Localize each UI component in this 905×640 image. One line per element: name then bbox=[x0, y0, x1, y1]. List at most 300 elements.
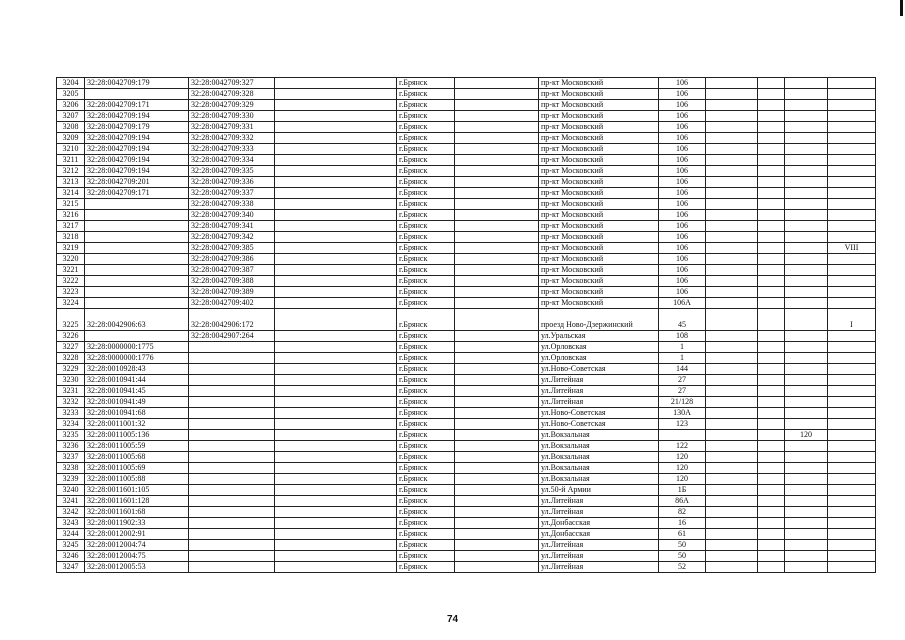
blank-cell-cell bbox=[455, 331, 539, 342]
premises-cadastral-number-cell: 32:28:0042709:333 bbox=[189, 144, 275, 155]
blank-cell-cell bbox=[758, 551, 785, 562]
house-number-cell: 106 bbox=[659, 243, 706, 254]
building-cadastral-number-cell: 32:28:0042709:194 bbox=[85, 133, 189, 144]
house-number-cell: 106 bbox=[659, 78, 706, 89]
row-number-cell: 3224 bbox=[57, 298, 85, 309]
blank-cell-cell bbox=[758, 408, 785, 419]
roman-numeral-cell bbox=[828, 463, 876, 474]
table-row bbox=[57, 419, 876, 430]
extra-number-cell bbox=[785, 419, 828, 430]
extra-number-cell bbox=[785, 144, 828, 155]
extra-number-cell bbox=[785, 518, 828, 529]
blank-cell-cell bbox=[455, 78, 539, 89]
blank-cell-cell bbox=[455, 122, 539, 133]
extra-number-cell bbox=[785, 243, 828, 254]
city-cell: г.Брянск bbox=[397, 89, 455, 100]
premises-cadastral-number-cell bbox=[189, 562, 275, 573]
table-row bbox=[57, 89, 876, 100]
blank-cell-cell bbox=[275, 397, 397, 408]
roman-numeral-cell bbox=[828, 507, 876, 518]
extra-number-cell bbox=[785, 89, 828, 100]
building-cadastral-number-cell bbox=[85, 276, 189, 287]
house-number-cell: 16 bbox=[659, 518, 706, 529]
blank-cell-cell bbox=[455, 155, 539, 166]
blank-cell-cell bbox=[455, 419, 539, 430]
premises-cadastral-number-cell: 32:28:0042906:172 bbox=[189, 309, 275, 331]
house-number-cell: 61 bbox=[659, 529, 706, 540]
extra-number-cell bbox=[785, 254, 828, 265]
premises-cadastral-number-cell: 32:28:0042709:334 bbox=[189, 155, 275, 166]
street-cell: ул.Литейная bbox=[539, 551, 659, 562]
extra-number-cell bbox=[785, 309, 828, 331]
row-number-cell: 3246 bbox=[57, 551, 85, 562]
street-cell: пр-кт Московский bbox=[539, 100, 659, 111]
table-row bbox=[57, 540, 876, 551]
street-cell: пр-кт Московский bbox=[539, 276, 659, 287]
blank-cell-cell bbox=[455, 232, 539, 243]
extra-number-cell bbox=[785, 562, 828, 573]
blank-cell-cell bbox=[758, 265, 785, 276]
blank-cell-cell bbox=[275, 199, 397, 210]
blank-cell-cell bbox=[455, 474, 539, 485]
blank-cell-cell bbox=[758, 111, 785, 122]
table-row bbox=[57, 188, 876, 199]
roman-numeral-cell bbox=[828, 397, 876, 408]
scan-edge-mark bbox=[900, 0, 903, 16]
city-cell: г.Брянск bbox=[397, 287, 455, 298]
blank-cell-cell bbox=[706, 287, 758, 298]
house-number-cell: 50 bbox=[659, 540, 706, 551]
building-cadastral-number-cell: 32:28:0010928:43 bbox=[85, 364, 189, 375]
house-number-cell: 106 bbox=[659, 177, 706, 188]
blank-cell-cell bbox=[455, 518, 539, 529]
roman-numeral-cell bbox=[828, 408, 876, 419]
premises-cadastral-number-cell: 32:28:0042709:388 bbox=[189, 276, 275, 287]
row-number-cell: 3210 bbox=[57, 144, 85, 155]
blank-cell-cell bbox=[455, 353, 539, 364]
blank-cell-cell bbox=[706, 89, 758, 100]
street-cell: пр-кт Московский bbox=[539, 243, 659, 254]
blank-cell-cell bbox=[758, 342, 785, 353]
blank-cell-cell bbox=[706, 518, 758, 529]
house-number-cell: 106А bbox=[659, 298, 706, 309]
city-cell: г.Брянск bbox=[397, 496, 455, 507]
house-number-cell: 106 bbox=[659, 188, 706, 199]
table-row bbox=[57, 364, 876, 375]
blank-cell-cell bbox=[275, 100, 397, 111]
building-cadastral-number-cell: 32:28:0012004:74 bbox=[85, 540, 189, 551]
building-cadastral-number-cell bbox=[85, 254, 189, 265]
city-cell: г.Брянск bbox=[397, 276, 455, 287]
house-number-cell: 106 bbox=[659, 89, 706, 100]
table-row bbox=[57, 441, 876, 452]
house-number-cell bbox=[659, 430, 706, 441]
street-cell: пр-кт Московский bbox=[539, 287, 659, 298]
premises-cadastral-number-cell bbox=[189, 540, 275, 551]
extra-number-cell bbox=[785, 496, 828, 507]
row-number-cell: 3211 bbox=[57, 155, 85, 166]
extra-number-cell bbox=[785, 485, 828, 496]
extra-number-cell bbox=[785, 210, 828, 221]
row-number-cell: 3230 bbox=[57, 375, 85, 386]
city-cell: г.Брянск bbox=[397, 397, 455, 408]
house-number-cell: 106 bbox=[659, 199, 706, 210]
street-cell: ул.Литейная bbox=[539, 507, 659, 518]
blank-cell-cell bbox=[758, 122, 785, 133]
blank-cell-cell bbox=[455, 188, 539, 199]
blank-cell-cell bbox=[275, 540, 397, 551]
row-number-cell: 3236 bbox=[57, 441, 85, 452]
blank-cell-cell bbox=[706, 507, 758, 518]
street-cell: пр-кт Московский bbox=[539, 221, 659, 232]
street-cell: ул.Ново-Советская bbox=[539, 419, 659, 430]
premises-cadastral-number-cell: 32:28:0042709:327 bbox=[189, 78, 275, 89]
street-cell: пр-кт Московский bbox=[539, 210, 659, 221]
blank-cell-cell bbox=[275, 155, 397, 166]
extra-number-cell bbox=[785, 474, 828, 485]
premises-cadastral-number-cell: 32:28:0042709:342 bbox=[189, 232, 275, 243]
blank-cell-cell bbox=[455, 287, 539, 298]
house-number-cell: 106 bbox=[659, 111, 706, 122]
blank-cell-cell bbox=[758, 496, 785, 507]
table-row bbox=[57, 199, 876, 210]
blank-cell-cell bbox=[706, 122, 758, 133]
blank-cell-cell bbox=[706, 111, 758, 122]
table-row bbox=[57, 100, 876, 111]
blank-cell-cell bbox=[706, 397, 758, 408]
city-cell: г.Брянск bbox=[397, 100, 455, 111]
premises-cadastral-number-cell bbox=[189, 397, 275, 408]
blank-cell-cell bbox=[455, 364, 539, 375]
blank-cell-cell bbox=[758, 287, 785, 298]
blank-cell-cell bbox=[758, 100, 785, 111]
blank-cell-cell bbox=[455, 166, 539, 177]
blank-cell-cell bbox=[758, 144, 785, 155]
blank-cell-cell bbox=[455, 562, 539, 573]
premises-cadastral-number-cell bbox=[189, 441, 275, 452]
roman-numeral-cell bbox=[828, 155, 876, 166]
blank-cell-cell bbox=[455, 309, 539, 331]
extra-number-cell bbox=[785, 100, 828, 111]
building-cadastral-number-cell bbox=[85, 232, 189, 243]
blank-cell-cell bbox=[758, 254, 785, 265]
street-cell: пр-кт Московский bbox=[539, 155, 659, 166]
street-cell: ул.Ново-Советская bbox=[539, 364, 659, 375]
blank-cell-cell bbox=[275, 463, 397, 474]
blank-cell-cell bbox=[275, 166, 397, 177]
blank-cell-cell bbox=[706, 78, 758, 89]
city-cell: г.Брянск bbox=[397, 507, 455, 518]
extra-number-cell bbox=[785, 463, 828, 474]
city-cell: г.Брянск bbox=[397, 551, 455, 562]
roman-numeral-cell bbox=[828, 562, 876, 573]
premises-cadastral-number-cell: 32:28:0042709:336 bbox=[189, 177, 275, 188]
extra-number-cell bbox=[785, 199, 828, 210]
roman-numeral-cell bbox=[828, 221, 876, 232]
row-number-cell: 3204 bbox=[57, 78, 85, 89]
house-number-cell: 106 bbox=[659, 221, 706, 232]
city-cell: г.Брянск bbox=[397, 155, 455, 166]
house-number-cell: 106 bbox=[659, 210, 706, 221]
roman-numeral-cell bbox=[828, 551, 876, 562]
building-cadastral-number-cell bbox=[85, 221, 189, 232]
premises-cadastral-number-cell: 32:28:0042709:389 bbox=[189, 287, 275, 298]
blank-cell-cell bbox=[706, 298, 758, 309]
roman-numeral-cell: I bbox=[828, 309, 876, 331]
blank-cell-cell bbox=[455, 243, 539, 254]
blank-cell-cell bbox=[706, 144, 758, 155]
blank-cell-cell bbox=[455, 199, 539, 210]
row-number-cell: 3218 bbox=[57, 232, 85, 243]
city-cell: г.Брянск bbox=[397, 309, 455, 331]
blank-cell-cell bbox=[758, 562, 785, 573]
building-cadastral-number-cell: 32:28:0042709:194 bbox=[85, 155, 189, 166]
building-cadastral-number-cell: 32:28:0000000:1776 bbox=[85, 353, 189, 364]
city-cell: г.Брянск bbox=[397, 331, 455, 342]
blank-cell-cell bbox=[758, 441, 785, 452]
blank-cell-cell bbox=[706, 309, 758, 331]
blank-cell-cell bbox=[275, 342, 397, 353]
roman-numeral-cell bbox=[828, 441, 876, 452]
table-row bbox=[57, 133, 876, 144]
street-cell: пр-кт Московский bbox=[539, 177, 659, 188]
blank-cell-cell bbox=[758, 397, 785, 408]
building-cadastral-number-cell bbox=[85, 210, 189, 221]
extra-number-cell bbox=[785, 265, 828, 276]
street-cell: ул.Ново-Советская bbox=[539, 408, 659, 419]
row-number-cell: 3209 bbox=[57, 133, 85, 144]
city-cell: г.Брянск bbox=[397, 243, 455, 254]
table-row bbox=[57, 221, 876, 232]
building-cadastral-number-cell: 32:28:0042709:201 bbox=[85, 177, 189, 188]
house-number-cell: 123 bbox=[659, 419, 706, 430]
building-cadastral-number-cell: 32:28:0042709:194 bbox=[85, 111, 189, 122]
blank-cell-cell bbox=[758, 309, 785, 331]
blank-cell-cell bbox=[455, 89, 539, 100]
city-cell: г.Брянск bbox=[397, 375, 455, 386]
extra-number-cell bbox=[785, 177, 828, 188]
street-cell: ул.Литейная bbox=[539, 386, 659, 397]
row-number-cell: 3234 bbox=[57, 419, 85, 430]
blank-cell-cell bbox=[275, 276, 397, 287]
row-number-cell: 3217 bbox=[57, 221, 85, 232]
roman-numeral-cell bbox=[828, 276, 876, 287]
table-row bbox=[57, 254, 876, 265]
blank-cell-cell bbox=[455, 276, 539, 287]
blank-cell-cell bbox=[706, 551, 758, 562]
blank-cell-cell bbox=[758, 89, 785, 100]
house-number-cell: 106 bbox=[659, 100, 706, 111]
street-cell: ул.Литейная bbox=[539, 496, 659, 507]
row-number-cell: 3241 bbox=[57, 496, 85, 507]
table-row bbox=[57, 518, 876, 529]
city-cell: г.Брянск bbox=[397, 133, 455, 144]
city-cell: г.Брянск bbox=[397, 111, 455, 122]
blank-cell-cell bbox=[275, 551, 397, 562]
blank-cell-cell bbox=[455, 144, 539, 155]
table-row bbox=[57, 397, 876, 408]
blank-cell-cell bbox=[275, 364, 397, 375]
table-row bbox=[57, 496, 876, 507]
row-number-cell: 3207 bbox=[57, 111, 85, 122]
blank-cell-cell bbox=[275, 254, 397, 265]
building-cadastral-number-cell bbox=[85, 287, 189, 298]
building-cadastral-number-cell: 32:28:0011005:69 bbox=[85, 463, 189, 474]
blank-cell-cell bbox=[455, 177, 539, 188]
street-cell: ул.Орловская bbox=[539, 342, 659, 353]
extra-number-cell bbox=[785, 551, 828, 562]
row-number-cell: 3206 bbox=[57, 100, 85, 111]
house-number-cell: 1 bbox=[659, 342, 706, 353]
building-cadastral-number-cell bbox=[85, 243, 189, 254]
house-number-cell: 106 bbox=[659, 166, 706, 177]
extra-number-cell bbox=[785, 342, 828, 353]
city-cell: г.Брянск bbox=[397, 122, 455, 133]
blank-cell-cell bbox=[706, 254, 758, 265]
blank-cell-cell bbox=[455, 397, 539, 408]
street-cell: пр-кт Московский bbox=[539, 133, 659, 144]
street-cell: пр-кт Московский bbox=[539, 265, 659, 276]
street-cell: ул.Уральская bbox=[539, 331, 659, 342]
table-row bbox=[57, 562, 876, 573]
street-cell: ул.Литейная bbox=[539, 540, 659, 551]
table-row bbox=[57, 144, 876, 155]
blank-cell-cell bbox=[706, 463, 758, 474]
blank-cell-cell bbox=[455, 265, 539, 276]
street-cell: пр-кт Московский bbox=[539, 166, 659, 177]
premises-cadastral-number-cell bbox=[189, 474, 275, 485]
blank-cell-cell bbox=[275, 177, 397, 188]
blank-cell-cell bbox=[706, 386, 758, 397]
street-cell: ул.Вокзальная bbox=[539, 430, 659, 441]
blank-cell-cell bbox=[275, 452, 397, 463]
city-cell: г.Брянск bbox=[397, 210, 455, 221]
blank-cell-cell bbox=[455, 551, 539, 562]
blank-cell-cell bbox=[706, 408, 758, 419]
street-cell: пр-кт Московский bbox=[539, 111, 659, 122]
building-cadastral-number-cell bbox=[85, 298, 189, 309]
street-cell: пр-кт Московский bbox=[539, 188, 659, 199]
city-cell: г.Брянск bbox=[397, 562, 455, 573]
blank-cell-cell bbox=[275, 485, 397, 496]
property-registry-table bbox=[56, 77, 876, 573]
table-row bbox=[57, 551, 876, 562]
blank-cell-cell bbox=[758, 331, 785, 342]
extra-number-cell bbox=[785, 529, 828, 540]
city-cell: г.Брянск bbox=[397, 78, 455, 89]
premises-cadastral-number-cell bbox=[189, 518, 275, 529]
roman-numeral-cell bbox=[828, 496, 876, 507]
blank-cell-cell bbox=[275, 188, 397, 199]
house-number-cell: 120 bbox=[659, 474, 706, 485]
premises-cadastral-number-cell: 32:28:0042709:335 bbox=[189, 166, 275, 177]
blank-cell-cell bbox=[706, 540, 758, 551]
roman-numeral-cell bbox=[828, 210, 876, 221]
extra-number-cell bbox=[785, 166, 828, 177]
city-cell: г.Брянск bbox=[397, 441, 455, 452]
blank-cell-cell bbox=[758, 276, 785, 287]
house-number-cell: 106 bbox=[659, 155, 706, 166]
blank-cell-cell bbox=[275, 133, 397, 144]
blank-cell-cell bbox=[758, 188, 785, 199]
row-number-cell: 3229 bbox=[57, 364, 85, 375]
blank-cell-cell bbox=[758, 375, 785, 386]
blank-cell-cell bbox=[455, 408, 539, 419]
extra-number-cell bbox=[785, 287, 828, 298]
roman-numeral-cell bbox=[828, 419, 876, 430]
blank-cell-cell bbox=[275, 122, 397, 133]
table-row bbox=[57, 331, 876, 342]
row-number-cell: 3232 bbox=[57, 397, 85, 408]
roman-numeral-cell bbox=[828, 254, 876, 265]
row-number-cell: 3244 bbox=[57, 529, 85, 540]
blank-cell-cell bbox=[706, 166, 758, 177]
city-cell: г.Брянск bbox=[397, 364, 455, 375]
blank-cell-cell bbox=[455, 452, 539, 463]
premises-cadastral-number-cell: 32:28:0042709:338 bbox=[189, 199, 275, 210]
premises-cadastral-number-cell: 32:28:0042709:332 bbox=[189, 133, 275, 144]
row-number-cell: 3237 bbox=[57, 452, 85, 463]
building-cadastral-number-cell: 32:28:0042906:63 bbox=[85, 309, 189, 331]
house-number-cell: 86А bbox=[659, 496, 706, 507]
roman-numeral-cell bbox=[828, 111, 876, 122]
blank-cell-cell bbox=[758, 540, 785, 551]
roman-numeral-cell bbox=[828, 265, 876, 276]
blank-cell-cell bbox=[275, 507, 397, 518]
page-number: 74 bbox=[446, 614, 459, 625]
house-number-cell: 45 bbox=[659, 309, 706, 331]
extra-number-cell bbox=[785, 375, 828, 386]
table-row bbox=[57, 529, 876, 540]
premises-cadastral-number-cell: 32:28:0042709:329 bbox=[189, 100, 275, 111]
table-row bbox=[57, 155, 876, 166]
city-cell: г.Брянск bbox=[397, 144, 455, 155]
blank-cell-cell bbox=[275, 287, 397, 298]
city-cell: г.Брянск bbox=[397, 177, 455, 188]
extra-number-cell bbox=[785, 188, 828, 199]
blank-cell-cell bbox=[455, 485, 539, 496]
premises-cadastral-number-cell: 32:28:0042709:341 bbox=[189, 221, 275, 232]
blank-cell-cell bbox=[758, 463, 785, 474]
blank-cell-cell bbox=[455, 507, 539, 518]
building-cadastral-number-cell: 32:28:0012005:53 bbox=[85, 562, 189, 573]
roman-numeral-cell bbox=[828, 188, 876, 199]
blank-cell-cell bbox=[758, 364, 785, 375]
blank-cell-cell bbox=[275, 419, 397, 430]
city-cell: г.Брянск bbox=[397, 463, 455, 474]
roman-numeral-cell bbox=[828, 133, 876, 144]
table-row bbox=[57, 111, 876, 122]
street-cell: пр-кт Московский bbox=[539, 144, 659, 155]
building-cadastral-number-cell: 32:28:0042709:194 bbox=[85, 144, 189, 155]
house-number-cell: 82 bbox=[659, 507, 706, 518]
premises-cadastral-number-cell bbox=[189, 375, 275, 386]
street-cell: проезд Ново-Дзержинский bbox=[539, 309, 659, 331]
blank-cell-cell bbox=[758, 166, 785, 177]
blank-cell-cell bbox=[275, 144, 397, 155]
blank-cell-cell bbox=[706, 364, 758, 375]
blank-cell-cell bbox=[275, 331, 397, 342]
roman-numeral-cell bbox=[828, 89, 876, 100]
building-cadastral-number-cell: 32:28:0010941:44 bbox=[85, 375, 189, 386]
city-cell: г.Брянск bbox=[397, 342, 455, 353]
blank-cell-cell bbox=[455, 221, 539, 232]
roman-numeral-cell bbox=[828, 474, 876, 485]
premises-cadastral-number-cell: 32:28:0042709:328 bbox=[189, 89, 275, 100]
street-cell: пр-кт Московский bbox=[539, 89, 659, 100]
blank-cell-cell bbox=[275, 518, 397, 529]
blank-cell-cell bbox=[275, 232, 397, 243]
